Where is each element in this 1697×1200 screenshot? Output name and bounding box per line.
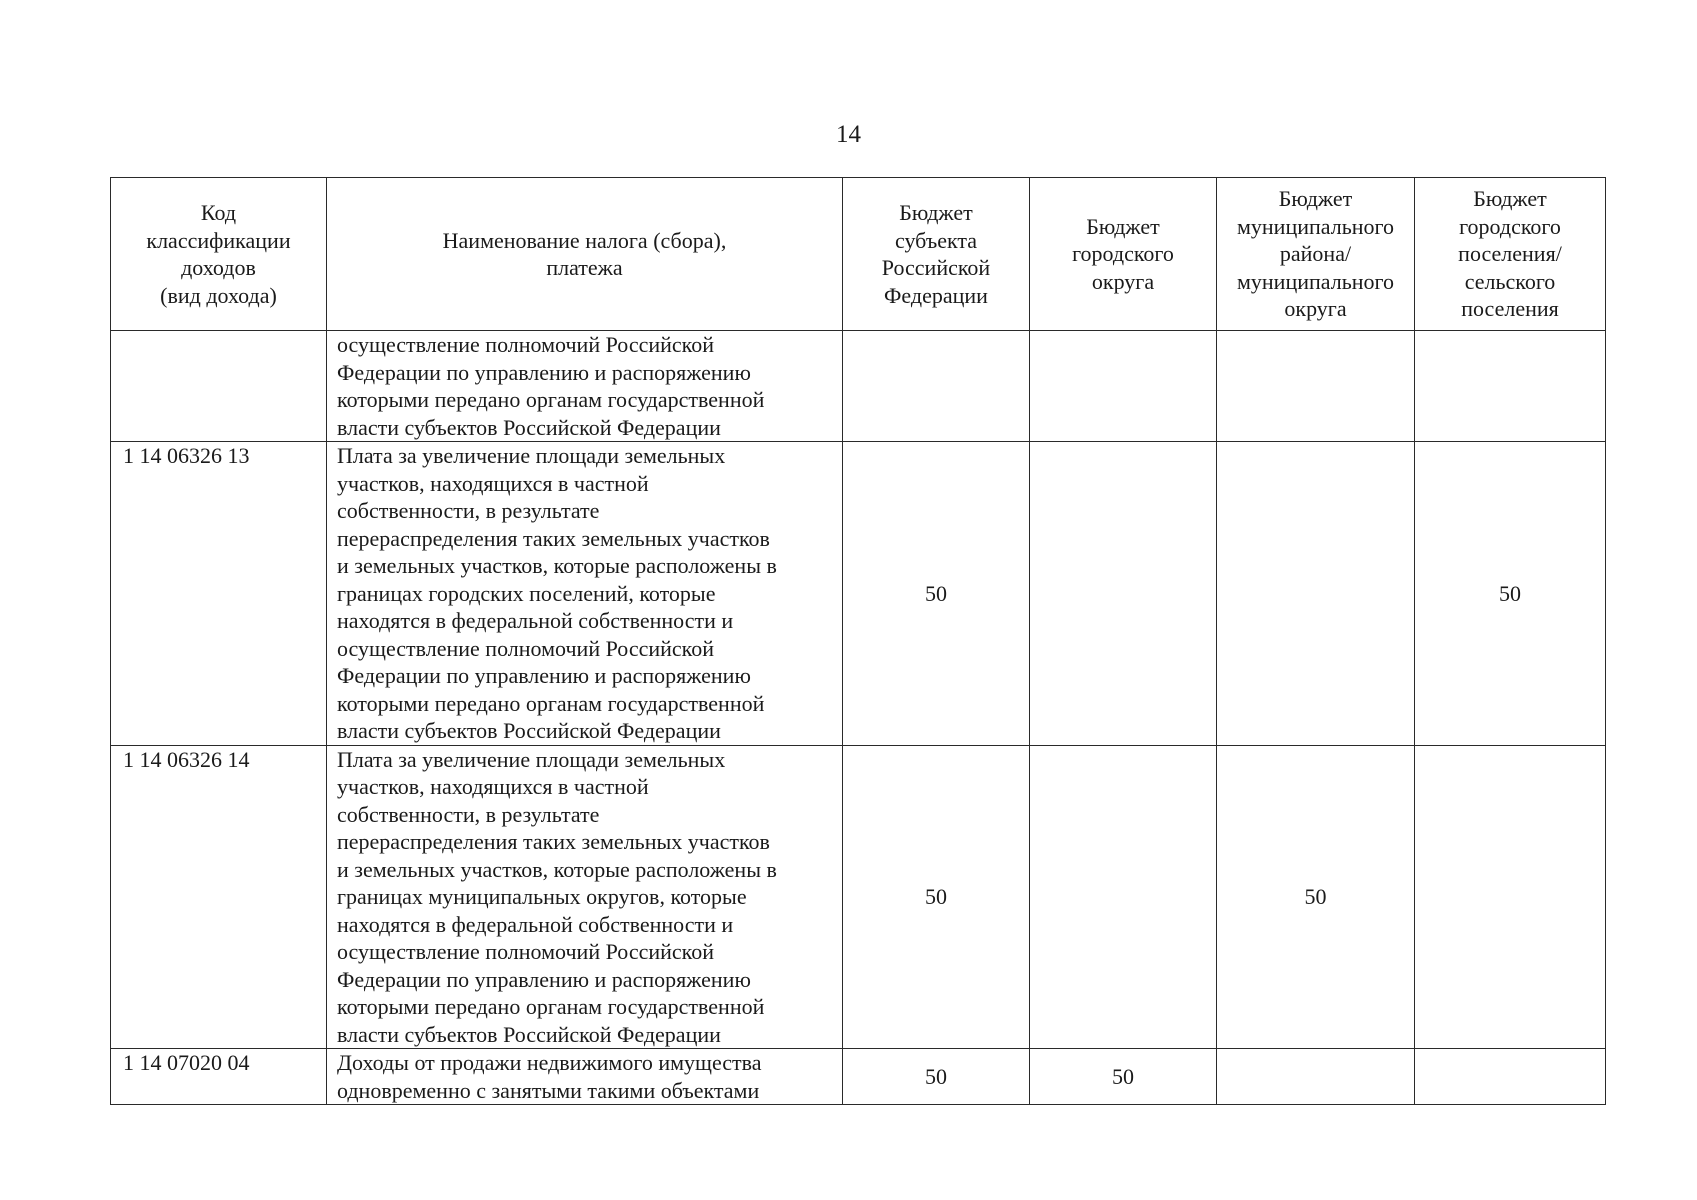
value-budget-settlement: 50 — [1415, 442, 1606, 746]
table-row — [111, 1049, 1606, 1105]
value-budget-municipal-district — [1217, 442, 1415, 746]
income-code-cell: 1 14 07020 04 — [111, 1049, 327, 1105]
income-code-cell: 1 14 06326 14 — [111, 745, 327, 1049]
table-row — [111, 745, 1606, 1049]
table-row — [111, 442, 1606, 746]
header-budget-settlement: Бюджет городского поселения/ сельского поселения — [1415, 178, 1606, 331]
value-budget-subject-rf: 50 — [843, 1049, 1030, 1105]
value-budget-subject-rf — [843, 331, 1030, 442]
value-budget-settlement — [1415, 1049, 1606, 1105]
income-code-cell: 1 14 06326 13 — [111, 442, 327, 746]
tax-name-cell: Плата за увеличение площади земельных участков, находящихся в частной собственности, в результате перераспределения таких земельных участков и земельных участков, которые расположены в границах муниципальных округов, которые находятся в федеральной собственности и осуществление полномочий Российской Федерации по управлению и распоряжению которыми передано органам государственной власти субъектов Российской Федерации — [327, 745, 843, 1049]
tax-name-cell: Доходы от продажи недвижимого имущества одновременно с занятыми такими объектами — [327, 1049, 843, 1105]
value-budget-municipal-district — [1217, 331, 1415, 442]
header-budget-municipal-district: Бюджет муниципального района/ муниципального округа — [1217, 178, 1415, 331]
header-budget-subject-rf: Бюджет субъекта Российской Федерации — [843, 178, 1030, 331]
header-income-code: Код классификации доходов (вид дохода) — [111, 178, 327, 331]
income-distribution-table — [110, 177, 1606, 1105]
tax-name-cell: Плата за увеличение площади земельных участков, находящихся в частной собственности, в результате перераспределения таких земельных участков и земельных участков, которые расположены в границах городских поселений, которые находятся в федеральной собственности и осуществление полномочий Российской Федерации по управлению и распоряжению которыми передано органам государственной власти субъектов Российской Федерации — [327, 442, 843, 746]
header-budget-city-district: Бюджет городского округа — [1030, 178, 1217, 331]
value-budget-city-district — [1030, 442, 1217, 746]
value-budget-municipal-district: 50 — [1217, 745, 1415, 1049]
page-number: 14 — [836, 121, 861, 148]
table-row — [111, 331, 1606, 442]
value-budget-city-district — [1030, 331, 1217, 442]
income-code-cell — [111, 331, 327, 442]
value-budget-city-district — [1030, 745, 1217, 1049]
table-header-row — [111, 178, 1606, 331]
value-budget-settlement — [1415, 745, 1606, 1049]
value-budget-subject-rf: 50 — [843, 442, 1030, 746]
value-budget-subject-rf: 50 — [843, 745, 1030, 1049]
value-budget-city-district: 50 — [1030, 1049, 1217, 1105]
header-tax-name: Наименование налога (сбора), платежа — [327, 178, 843, 331]
tax-name-cell: осуществление полномочий Российской Федерации по управлению и распоряжению которыми передано органам государственной власти субъектов Российской Федерации — [327, 331, 843, 442]
value-budget-municipal-district — [1217, 1049, 1415, 1105]
value-budget-settlement — [1415, 331, 1606, 442]
